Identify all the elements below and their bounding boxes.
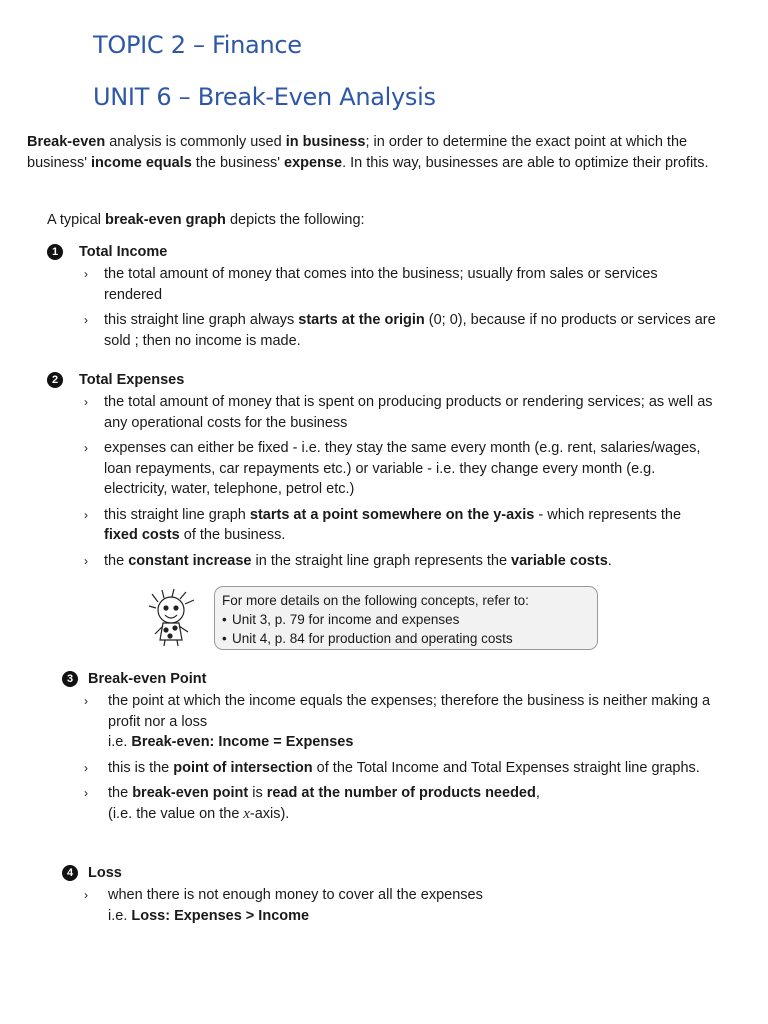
unit-heading: UNIT 6 – Break-Even Analysis bbox=[93, 83, 436, 111]
cartoon-child-icon bbox=[148, 588, 200, 648]
section-title: Loss bbox=[88, 865, 122, 881]
section-title: Break-even Point bbox=[88, 671, 207, 687]
note-title: For more details on the following concepts, refer to: bbox=[222, 593, 529, 608]
section-break-even-point bbox=[62, 669, 718, 829]
list-item: › the constant increase in the straight line graph represents the variable costs. bbox=[84, 552, 612, 569]
list-item: › the break-even point is read at the number of products needed, (i.e. the value on the x-axis). bbox=[84, 785, 540, 822]
number-1-icon: 1 bbox=[47, 244, 63, 260]
list-item: › the total amount of money that comes into the business; usually from sales or services rendered bbox=[84, 266, 658, 303]
list-item: › this straight line graph always starts at the origin (0; 0), because if no products or services are sold ; then no income is made. bbox=[84, 312, 716, 349]
list-item: › when there is not enough money to cover all the expenses i.e. Loss: Expenses > Income bbox=[84, 887, 483, 924]
section-total-income bbox=[47, 242, 718, 356]
number-3-icon: 3 bbox=[62, 671, 78, 687]
section-total-expenses bbox=[47, 370, 718, 576]
lead-sentence: A typical break-even graph depicts the following: bbox=[47, 212, 365, 228]
list-item: › this straight line graph starts at a point somewhere on the y-axis - which represents the fixed costs of the business. bbox=[84, 506, 682, 543]
topic-heading: TOPIC 2 – Finance bbox=[93, 31, 302, 59]
intro-paragraph: Break-even analysis is commonly used in business; in order to determine the exact point at which the business' income equals the business' expense. In this way, businesses are able to optimize their profits. bbox=[27, 134, 709, 171]
section-loss bbox=[62, 863, 718, 931]
list-item: › the total amount of money that is spent on producing products or rendering services; as well as any operational costs for the business bbox=[84, 394, 713, 431]
section-title: Total Expenses bbox=[79, 372, 185, 388]
number-4-icon: 4 bbox=[62, 865, 78, 881]
list-item: › the point at which the income equals the expenses; therefore the business is neither making a profit nor a loss i.e. Break-even: Income = Expenses bbox=[84, 693, 711, 750]
note-item: • Unit 3, p. 79 for income and expenses bbox=[222, 610, 597, 629]
number-2-icon: 2 bbox=[47, 372, 63, 388]
list-item: › expenses can either be fixed - i.e. they stay the same every month (e.g. rent, salaries/wages, loan repayments, car repayments etc.) or variable - i.e. they change every month (e.g. electricity, water, telephone, petrol etc.) bbox=[84, 440, 701, 497]
note-item: • Unit 4, p. 84 for production and operating costs bbox=[222, 629, 597, 648]
reference-note-box bbox=[214, 586, 598, 650]
section-title: Total Income bbox=[79, 244, 168, 260]
list-item: › this is the point of intersection of the Total Income and Total Expenses straight line graphs. bbox=[84, 759, 700, 776]
